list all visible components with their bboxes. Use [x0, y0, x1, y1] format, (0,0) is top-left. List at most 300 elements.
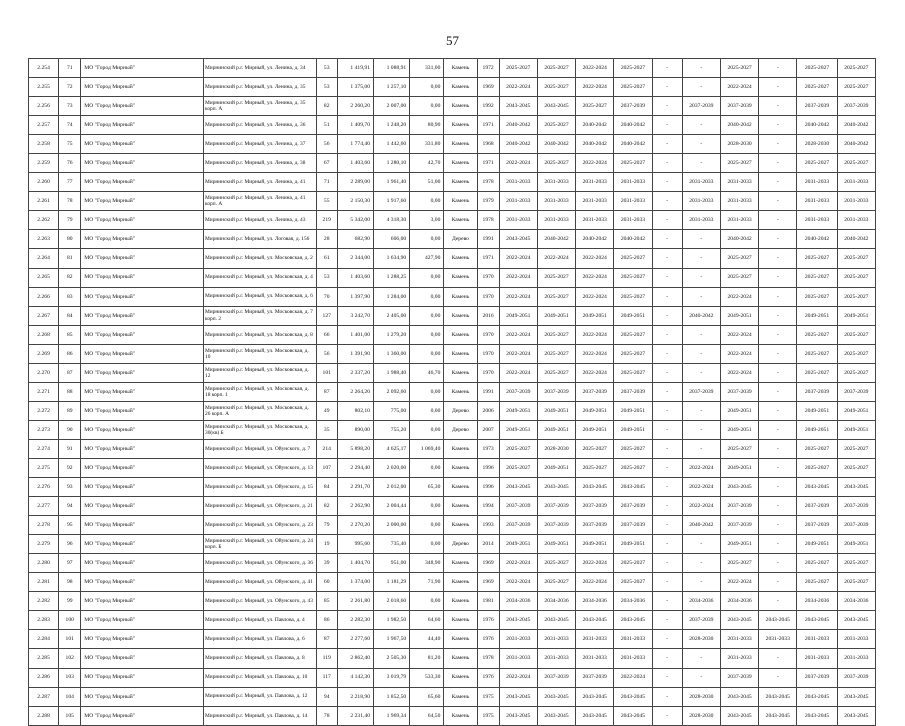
period-heating-cell: 2031-2033: [720, 630, 758, 649]
residents-cell: 214: [316, 439, 337, 458]
period-heating-cell: 2043-2045: [720, 478, 758, 497]
period-heating-cell: 2037-2039: [720, 497, 758, 516]
table-row: [29, 687, 876, 706]
municipality-cell: МО "Город Мирный": [81, 97, 204, 116]
period-elevator-cell: -: [652, 116, 682, 135]
wall-material-cell: Камень: [444, 706, 477, 725]
table-row: [29, 192, 876, 211]
living-area-cell: 1 280,10: [373, 154, 409, 173]
period-basement-cell: -: [682, 249, 720, 268]
table-row: [29, 154, 876, 173]
nonliving-area-cell: 0,00: [410, 268, 444, 287]
period-elevator-cell: -: [652, 154, 682, 173]
period-utilities-cell: 2025-2027: [614, 458, 652, 477]
residents-cell: 60: [316, 573, 337, 592]
period-utilities-cell: 2043-2045: [614, 706, 652, 725]
period-water-cell: 2040-2042: [797, 230, 837, 249]
period-gas-cell: -: [759, 116, 797, 135]
period-basement-cell: 2037-2039: [682, 97, 720, 116]
row-code-cell: 2.269: [29, 344, 59, 363]
period-water-cell: 2031-2033: [797, 192, 837, 211]
build-year-cell: 1979: [477, 192, 499, 211]
period-basement-cell: 2031-2033: [682, 192, 720, 211]
residents-cell: 119: [316, 649, 337, 668]
table-row: [29, 173, 876, 192]
period-gas-cell: -: [759, 401, 797, 420]
period-basement-cell: 2028-2030: [682, 630, 720, 649]
row-number-cell: 84: [59, 306, 81, 325]
period-basement-cell: -: [682, 59, 720, 78]
residents-cell: 51: [316, 116, 337, 135]
table-row: [29, 668, 876, 687]
period-foundation-cell: 2025-2027: [576, 458, 614, 477]
total-area-cell: 1 403,60: [337, 268, 373, 287]
period-gas-cell: -: [759, 97, 797, 116]
residents-cell: 53: [316, 268, 337, 287]
residents-cell: 66: [316, 325, 337, 344]
nonliving-area-cell: 46,70: [410, 363, 444, 382]
period-roof-cell: 2043-2045: [499, 706, 537, 725]
build-year-cell: 1976: [477, 668, 499, 687]
total-area-cell: 5 898,20: [337, 439, 373, 458]
nonliving-area-cell: 0,00: [410, 97, 444, 116]
period-roof-cell: 2037-2039: [499, 516, 537, 535]
total-area-cell: 2 218,90: [337, 687, 373, 706]
period-facade-cell: 2031-2033: [537, 211, 575, 230]
living-area-cell: 1 961,40: [373, 173, 409, 192]
build-year-cell: 1994: [477, 497, 499, 516]
nonliving-area-cell: 0,00: [410, 78, 444, 97]
municipality-cell: МО "Город Мирный": [81, 649, 204, 668]
period-elevator-cell: -: [652, 592, 682, 611]
period-gas-cell: -: [759, 306, 797, 325]
period-electric-cell: 2025-2027: [837, 554, 875, 573]
period-heating-cell: 2031-2033: [720, 211, 758, 230]
row-number-cell: 96: [59, 535, 81, 554]
period-gas-cell: 2043-2045: [759, 706, 797, 725]
row-number-cell: 85: [59, 325, 81, 344]
period-utilities-cell: 2037-2039: [614, 382, 652, 401]
municipality-cell: МО "Город Мирный": [81, 135, 204, 154]
period-heating-cell: 2031-2033: [720, 173, 758, 192]
row-number-cell: 87: [59, 363, 81, 382]
row-code-cell: 2.287: [29, 687, 59, 706]
table-row: [29, 630, 876, 649]
period-electric-cell: 2037-2039: [837, 497, 875, 516]
total-area-cell: 2 291,70: [337, 478, 373, 497]
period-foundation-cell: 2022-2024: [576, 249, 614, 268]
nonliving-area-cell: 0,00: [410, 230, 444, 249]
nonliving-area-cell: 331,00: [410, 59, 444, 78]
municipality-cell: МО "Город Мирный": [81, 630, 204, 649]
row-code-cell: 2.275: [29, 458, 59, 477]
row-number-cell: 72: [59, 78, 81, 97]
living-area-cell: 1 284,00: [373, 287, 409, 306]
period-facade-cell: 2037-2039: [537, 516, 575, 535]
period-utilities-cell: 2049-2051: [614, 420, 652, 439]
period-water-cell: 2031-2033: [797, 211, 837, 230]
total-area-cell: 2 150,30: [337, 192, 373, 211]
address-cell: Мирнинский р.г. Мирный, ул. Павлова, д. 14: [204, 706, 317, 725]
address-cell: Мирнинский р.г. Мирный, ул. Ойунского, д. 13: [204, 458, 317, 477]
total-area-cell: 1 403,60: [337, 154, 373, 173]
total-area-cell: 2 337,20: [337, 363, 373, 382]
living-area-cell: 1 360,00: [373, 344, 409, 363]
wall-material-cell: Камень: [444, 154, 477, 173]
period-foundation-cell: 2037-2039: [576, 382, 614, 401]
period-basement-cell: -: [682, 268, 720, 287]
row-code-cell: 2.264: [29, 249, 59, 268]
wall-material-cell: Камень: [444, 611, 477, 630]
period-heating-cell: 2043-2045: [720, 706, 758, 725]
total-area-cell: 1 391,90: [337, 344, 373, 363]
residents-cell: 53: [316, 78, 337, 97]
row-code-cell: 2.270: [29, 363, 59, 382]
build-year-cell: 1969: [477, 78, 499, 97]
address-cell: Мирнинский р.г. Мирный, ул. Ойунского, д. 41: [204, 573, 317, 592]
period-water-cell: 2043-2045: [797, 611, 837, 630]
nonliving-area-cell: 42,70: [410, 154, 444, 173]
row-code-cell: 2.261: [29, 192, 59, 211]
period-gas-cell: -: [759, 211, 797, 230]
period-water-cell: 2025-2027: [797, 573, 837, 592]
municipality-cell: МО "Город Мирный": [81, 382, 204, 401]
build-year-cell: 1970: [477, 268, 499, 287]
period-facade-cell: 2043-2045: [537, 706, 575, 725]
period-heating-cell: 2022-2024: [720, 573, 758, 592]
period-basement-cell: -: [682, 116, 720, 135]
table-row: [29, 78, 876, 97]
period-facade-cell: 2025-2027: [537, 573, 575, 592]
row-code-cell: 2.288: [29, 706, 59, 725]
municipality-cell: МО "Город Мирный": [81, 325, 204, 344]
row-number-cell: 80: [59, 230, 81, 249]
period-roof-cell: 2049-2051: [499, 401, 537, 420]
residents-cell: 71: [316, 173, 337, 192]
period-heating-cell: 2049-2051: [720, 458, 758, 477]
period-heating-cell: 2031-2033: [720, 192, 758, 211]
residents-cell: 84: [316, 478, 337, 497]
period-heating-cell: 2028-2030: [720, 135, 758, 154]
living-area-cell: 1 248,20: [373, 116, 409, 135]
row-code-cell: 2.265: [29, 268, 59, 287]
living-area-cell: 1 088,91: [373, 59, 409, 78]
period-foundation-cell: 2049-2051: [576, 306, 614, 325]
nonliving-area-cell: 0,00: [410, 516, 444, 535]
living-area-cell: 1 917,60: [373, 192, 409, 211]
row-code-cell: 2.285: [29, 649, 59, 668]
period-roof-cell: 2037-2039: [499, 497, 537, 516]
period-water-cell: 2049-2051: [797, 306, 837, 325]
period-water-cell: 2025-2027: [797, 325, 837, 344]
period-elevator-cell: -: [652, 192, 682, 211]
build-year-cell: 1975: [477, 687, 499, 706]
address-cell: Мирнинский р.г. Мирный, ул. Ойунского, д. 15: [204, 478, 317, 497]
address-cell: Мирнинский р.г. Мирный, ул. Ленина, д. 34: [204, 59, 317, 78]
address-cell: Мирнинский р.г. Мирный, ул. Ойунского, д. 36: [204, 554, 317, 573]
period-roof-cell: 2037-2039: [499, 382, 537, 401]
living-area-cell: 775,00: [373, 401, 409, 420]
period-water-cell: 2028-2030: [797, 135, 837, 154]
nonliving-area-cell: 65,30: [410, 478, 444, 497]
period-water-cell: 2037-2039: [797, 382, 837, 401]
period-elevator-cell: -: [652, 706, 682, 725]
residents-cell: 82: [316, 97, 337, 116]
period-basement-cell: -: [682, 78, 720, 97]
period-facade-cell: 2049-2051: [537, 535, 575, 554]
total-area-cell: 1 375,00: [337, 78, 373, 97]
municipality-cell: МО "Город Мирный": [81, 516, 204, 535]
period-heating-cell: 2049-2051: [720, 535, 758, 554]
row-code-cell: 2.267: [29, 306, 59, 325]
wall-material-cell: Дерево: [444, 230, 477, 249]
period-facade-cell: 2043-2045: [537, 97, 575, 116]
address-cell: Мирнинский р.г. Мирный, ул. Московская, д. 26 корп. А: [204, 401, 317, 420]
build-year-cell: 1969: [477, 573, 499, 592]
period-basement-cell: -: [682, 668, 720, 687]
period-roof-cell: 2040-2042: [499, 116, 537, 135]
period-water-cell: 2043-2045: [797, 687, 837, 706]
period-facade-cell: 2025-2027: [537, 363, 575, 382]
period-gas-cell: 2043-2045: [759, 687, 797, 706]
residents-cell: 56: [316, 344, 337, 363]
wall-material-cell: Камень: [444, 363, 477, 382]
period-heating-cell: 2037-2039: [720, 97, 758, 116]
period-gas-cell: -: [759, 135, 797, 154]
total-area-cell: 2 262,90: [337, 497, 373, 516]
build-year-cell: 1991: [477, 382, 499, 401]
living-area-cell: 755,20: [373, 420, 409, 439]
period-roof-cell: 2031-2033: [499, 192, 537, 211]
period-basement-cell: -: [682, 325, 720, 344]
period-water-cell: 2025-2027: [797, 363, 837, 382]
period-basement-cell: -: [682, 154, 720, 173]
nonliving-area-cell: 0,00: [410, 306, 444, 325]
period-roof-cell: 2031-2033: [499, 211, 537, 230]
total-area-cell: 2 270,20: [337, 516, 373, 535]
period-elevator-cell: -: [652, 554, 682, 573]
period-foundation-cell: 2031-2033: [576, 649, 614, 668]
address-cell: Мирнинский р.г. Мирный, ул. Ойунского, д. 24 корп. Б: [204, 535, 317, 554]
wall-material-cell: Камень: [444, 173, 477, 192]
row-number-cell: 77: [59, 173, 81, 192]
period-utilities-cell: 2040-2042: [614, 230, 652, 249]
build-year-cell: 2007: [477, 420, 499, 439]
period-elevator-cell: -: [652, 420, 682, 439]
municipality-cell: МО "Город Мирный": [81, 306, 204, 325]
row-number-cell: 73: [59, 97, 81, 116]
row-number-cell: 91: [59, 439, 81, 458]
period-water-cell: 2031-2033: [797, 630, 837, 649]
period-roof-cell: 2022-2024: [499, 573, 537, 592]
period-roof-cell: 2049-2051: [499, 535, 537, 554]
table-row: [29, 249, 876, 268]
municipality-cell: МО "Город Мирный": [81, 116, 204, 135]
address-cell: Мирнинский р.г. Мирный, ул. Ленина, д. 41: [204, 173, 317, 192]
period-electric-cell: 2037-2039: [837, 97, 875, 116]
period-elevator-cell: -: [652, 535, 682, 554]
address-cell: Мирнинский р.г. Мирный, ул. Павлова, д. 8: [204, 649, 317, 668]
period-utilities-cell: 2025-2027: [614, 325, 652, 344]
period-foundation-cell: 2022-2024: [576, 78, 614, 97]
nonliving-area-cell: 3,00: [410, 211, 444, 230]
period-electric-cell: 2049-2051: [837, 401, 875, 420]
address-cell: Мирнинский р.г. Мирный, ул. Московская, д. 2: [204, 249, 317, 268]
wall-material-cell: Камень: [444, 668, 477, 687]
period-gas-cell: -: [759, 173, 797, 192]
period-water-cell: 2037-2039: [797, 97, 837, 116]
address-cell: Мирнинский р.г. Мирный, ул. Ленина, д. 35 корп. А: [204, 97, 317, 116]
nonliving-area-cell: 44,40: [410, 630, 444, 649]
row-code-cell: 2.254: [29, 59, 59, 78]
residents-cell: 39: [316, 554, 337, 573]
period-facade-cell: 2025-2027: [537, 154, 575, 173]
address-cell: Мирнинский р.г. Мирный, ул. Ленина, д. 37: [204, 135, 317, 154]
period-foundation-cell: 2022-2024: [576, 554, 614, 573]
row-code-cell: 2.268: [29, 325, 59, 344]
period-basement-cell: -: [682, 135, 720, 154]
period-elevator-cell: -: [652, 439, 682, 458]
residents-cell: 79: [316, 516, 337, 535]
period-facade-cell: 2025-2027: [537, 268, 575, 287]
period-water-cell: 2037-2039: [797, 497, 837, 516]
period-heating-cell: 2040-2042: [720, 116, 758, 135]
municipality-cell: МО "Город Мирный": [81, 154, 204, 173]
build-year-cell: 2006: [477, 401, 499, 420]
table-row: [29, 211, 876, 230]
residents-cell: 94: [316, 687, 337, 706]
address-cell: Мирнинский р.г. Мирный, ул. Московская, д. 30(кв) Б: [204, 420, 317, 439]
period-elevator-cell: -: [652, 458, 682, 477]
municipality-cell: МО "Город Мирный": [81, 592, 204, 611]
period-water-cell: 2049-2051: [797, 420, 837, 439]
period-utilities-cell: 2049-2051: [614, 306, 652, 325]
row-code-cell: 2.258: [29, 135, 59, 154]
residents-cell: 56: [316, 135, 337, 154]
period-gas-cell: -: [759, 497, 797, 516]
period-roof-cell: 2043-2045: [499, 97, 537, 116]
period-basement-cell: -: [682, 287, 720, 306]
period-facade-cell: 2040-2042: [537, 230, 575, 249]
living-area-cell: 1 634,90: [373, 249, 409, 268]
period-electric-cell: 2031-2033: [837, 192, 875, 211]
row-code-cell: 2.284: [29, 630, 59, 649]
period-heating-cell: 2034-2036: [720, 592, 758, 611]
row-number-cell: 98: [59, 573, 81, 592]
residents-cell: 53: [316, 59, 337, 78]
period-heating-cell: 2031-2033: [720, 649, 758, 668]
period-roof-cell: 2043-2045: [499, 687, 537, 706]
wall-material-cell: Камень: [444, 516, 477, 535]
period-heating-cell: 2037-2039: [720, 668, 758, 687]
period-water-cell: 2025-2027: [797, 268, 837, 287]
wall-material-cell: Камень: [444, 630, 477, 649]
period-elevator-cell: -: [652, 59, 682, 78]
period-roof-cell: 2031-2033: [499, 649, 537, 668]
period-heating-cell: 2025-2027: [720, 268, 758, 287]
period-heating-cell: 2049-2051: [720, 401, 758, 420]
period-basement-cell: 2028-2030: [682, 687, 720, 706]
wall-material-cell: Камень: [444, 192, 477, 211]
period-roof-cell: 2031-2033: [499, 173, 537, 192]
nonliving-area-cell: 64,60: [410, 611, 444, 630]
address-cell: Мирнинский р.г. Мирный, ул. Ленина, д. 43: [204, 211, 317, 230]
period-water-cell: 2040-2042: [797, 116, 837, 135]
residents-cell: 35: [316, 420, 337, 439]
row-number-cell: 79: [59, 211, 81, 230]
row-code-cell: 2.273: [29, 420, 59, 439]
address-cell: Мирнинский р.г. Мирный, ул. Ленина, д. 36: [204, 116, 317, 135]
period-electric-cell: 2031-2033: [837, 630, 875, 649]
build-year-cell: 1971: [477, 116, 499, 135]
address-cell: Мирнинский р.г. Мирный, ул. Ленина, д. 38: [204, 154, 317, 173]
period-elevator-cell: -: [652, 478, 682, 497]
period-water-cell: 2043-2045: [797, 478, 837, 497]
row-code-cell: 2.280: [29, 554, 59, 573]
period-foundation-cell: 2022-2024: [576, 268, 614, 287]
living-area-cell: 2 012,00: [373, 478, 409, 497]
living-area-cell: 4 625,17: [373, 439, 409, 458]
living-area-cell: 2 000,00: [373, 516, 409, 535]
row-code-cell: 2.262: [29, 211, 59, 230]
period-utilities-cell: 2049-2051: [614, 401, 652, 420]
municipality-cell: МО "Город Мирный": [81, 420, 204, 439]
period-facade-cell: 2040-2042: [537, 135, 575, 154]
period-gas-cell: -: [759, 420, 797, 439]
row-code-cell: 2.257: [29, 116, 59, 135]
wall-material-cell: Камень: [444, 344, 477, 363]
period-basement-cell: 2022-2024: [682, 458, 720, 477]
period-water-cell: 2025-2027: [797, 344, 837, 363]
residents-cell: 67: [316, 154, 337, 173]
period-roof-cell: 2043-2045: [499, 611, 537, 630]
nonliving-area-cell: 81,20: [410, 649, 444, 668]
nonliving-area-cell: 331,80: [410, 135, 444, 154]
period-facade-cell: 2043-2045: [537, 478, 575, 497]
period-facade-cell: 2031-2033: [537, 192, 575, 211]
period-roof-cell: 2022-2024: [499, 325, 537, 344]
wall-material-cell: Камень: [444, 306, 477, 325]
wall-material-cell: Камень: [444, 478, 477, 497]
period-foundation-cell: 2031-2033: [576, 630, 614, 649]
nonliving-area-cell: 427,90: [410, 249, 444, 268]
residents-cell: 86: [316, 611, 337, 630]
municipality-cell: МО "Город Мирный": [81, 668, 204, 687]
residents-cell: 28: [316, 230, 337, 249]
build-year-cell: 1970: [477, 287, 499, 306]
period-gas-cell: -: [759, 516, 797, 535]
period-utilities-cell: 2040-2042: [614, 116, 652, 135]
period-heating-cell: 2025-2027: [720, 154, 758, 173]
residents-cell: 19: [316, 535, 337, 554]
period-basement-cell: -: [682, 230, 720, 249]
period-gas-cell: -: [759, 478, 797, 497]
period-foundation-cell: 2031-2033: [576, 192, 614, 211]
period-gas-cell: -: [759, 230, 797, 249]
wall-material-cell: Камень: [444, 592, 477, 611]
address-cell: Мирнинский р.г. Мирный, ул. Ойунского, д. 21: [204, 497, 317, 516]
living-area-cell: 951,00: [373, 554, 409, 573]
total-area-cell: 682,90: [337, 230, 373, 249]
municipality-cell: МО "Город Мирный": [81, 573, 204, 592]
period-electric-cell: 2025-2027: [837, 325, 875, 344]
period-electric-cell: 2049-2051: [837, 535, 875, 554]
period-water-cell: 2025-2027: [797, 287, 837, 306]
period-utilities-cell: 2031-2033: [614, 192, 652, 211]
period-elevator-cell: -: [652, 287, 682, 306]
address-cell: Мирнинский р.г. Мирный, ул. Московская, д. 6: [204, 287, 317, 306]
period-facade-cell: 2037-2039: [537, 497, 575, 516]
